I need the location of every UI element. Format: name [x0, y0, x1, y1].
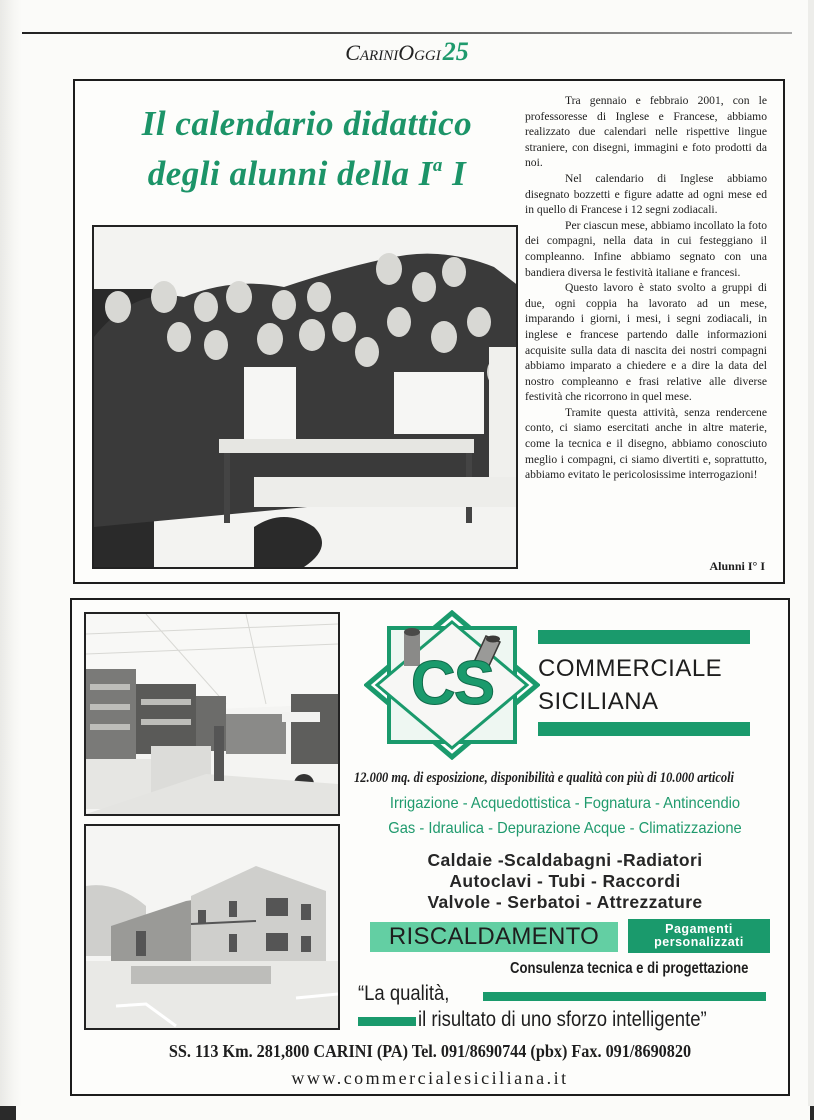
advertisement-box	[70, 598, 790, 1096]
quote-line-1: “La qualità,	[358, 982, 450, 1005]
company-address: SS. 113 Km. 281,800 CARINI (PA) Tel. 091/8690744 (pbx) Fax. 091/8690820	[168, 1041, 692, 1061]
scan-edge-right	[810, 1106, 814, 1120]
article-box	[73, 79, 785, 584]
product-line: Valvole - Serbatoi - Attrezzature	[427, 892, 703, 912]
article-paragraph: Per ciascun mese, abbiamo incollato la foto dei compagni, nella data in cui festeggiano il compleanno. Infine abbiamo segnato con una bandiera diversa le festività italiane e francesi.	[525, 218, 767, 279]
headline-line-2	[97, 145, 517, 195]
page-number: 25	[442, 37, 469, 66]
product-line: Caldaie -Scaldabagni -Radiatori	[427, 850, 703, 870]
headline-line-2-text: degli alunni della I	[147, 154, 433, 193]
brand-name	[538, 652, 722, 718]
company-website[interactable]: www.commercialesiciliana.it	[291, 1068, 569, 1088]
class-photo-image	[94, 227, 518, 569]
warehouse-building-image	[86, 826, 338, 1028]
brand-bar-bottom	[538, 722, 750, 736]
payments-line-2: personalizzati	[654, 935, 744, 949]
product-line: Autoclavi - Tubi - Raccordi	[449, 871, 681, 891]
masthead	[0, 38, 814, 70]
headline-line-1: Il calendario didattico	[141, 104, 473, 143]
store-interior-image	[86, 614, 338, 814]
page-bottom	[0, 1106, 814, 1120]
warehouse-building-photo	[84, 824, 340, 1030]
heating-banner: RISCALDAMENTO	[370, 922, 618, 952]
company-logo	[364, 610, 540, 760]
payments-line-1: Pagamenti	[665, 922, 733, 936]
headline-superscript: a	[432, 155, 443, 176]
quote-line-2: il risultato di uno sforzo intelligente”	[418, 1008, 707, 1031]
article-headline	[97, 103, 517, 195]
article-paragraph: Nel calendario di Inglese abbiamo disegnato bozzetti e figure adatte ad ogni mese ed in quello di Francese i 12 segni zodiacali.	[525, 171, 767, 217]
article-paragraph: Tra gennaio e febbraio 2001, con le professoresse di Inglese e Francese, abbiamo realizzato due calendari nelle rispettive lingue straniere, con disegni, immagini e foto prodotti da noi.	[525, 94, 767, 170]
page-edge-shadow	[0, 0, 22, 1120]
headline-line-2-suffix: I	[442, 154, 467, 193]
publication-name: CariniOggi	[345, 40, 441, 65]
ad-tagline: 12.000 mq. di esposizione, disponibilità e qualità con più di 10.000 articoli	[354, 770, 735, 786]
product-list	[352, 850, 778, 913]
services-line-1: Irrigazione - Acquedottistica - Fognatura - Antincendio	[389, 795, 741, 812]
logo-letters: CS	[410, 649, 494, 718]
quote-bar-long	[483, 992, 766, 1001]
quote-bar-short	[358, 1017, 416, 1026]
brand-name-line-2: SICILIANA	[538, 688, 659, 715]
article-paragraph: Questo lavoro è stato svolto a gruppi di due, ogni coppia ha lavorato ad un mese, imparando i giorni, i mesi, i segni zodiacali, in inglese e francese partendo dalle informazioni acquisite sulla data di nascita dei nostri compagni abbiamo imparato a chiedere e a dire la data del nostro compleanno e frasi relative alle diverse festività che ricorrono in quel mese.	[525, 281, 767, 404]
page-edge-right	[808, 0, 814, 1120]
article-body	[525, 93, 767, 483]
scan-edge-left	[0, 1106, 16, 1120]
class-group-photo	[92, 225, 518, 569]
header-rule	[22, 32, 792, 34]
brand-bar-top	[538, 630, 750, 644]
services-line-2: Gas - Idraulica - Depurazione Acque - Climatizzazione	[388, 820, 742, 837]
article-signature: Alunni I° I	[709, 559, 765, 573]
consulting-text: Consulenza tecnica e di progettazione	[510, 960, 749, 977]
article-paragraph: Tramite questa attività, senza rendercene conto, ci siamo esercitati anche in altre materie, come la tecnica e il disegno, abbiamo conosciuto meglio i compagni, ci siamo divertiti e, soprattutto, abbiamo evitato le pericolosissime interrogazioni!	[525, 405, 767, 482]
payments-badge	[628, 919, 770, 953]
brand-name-line-1: COMMERCIALE	[538, 655, 723, 682]
store-interior-photo	[84, 612, 340, 816]
